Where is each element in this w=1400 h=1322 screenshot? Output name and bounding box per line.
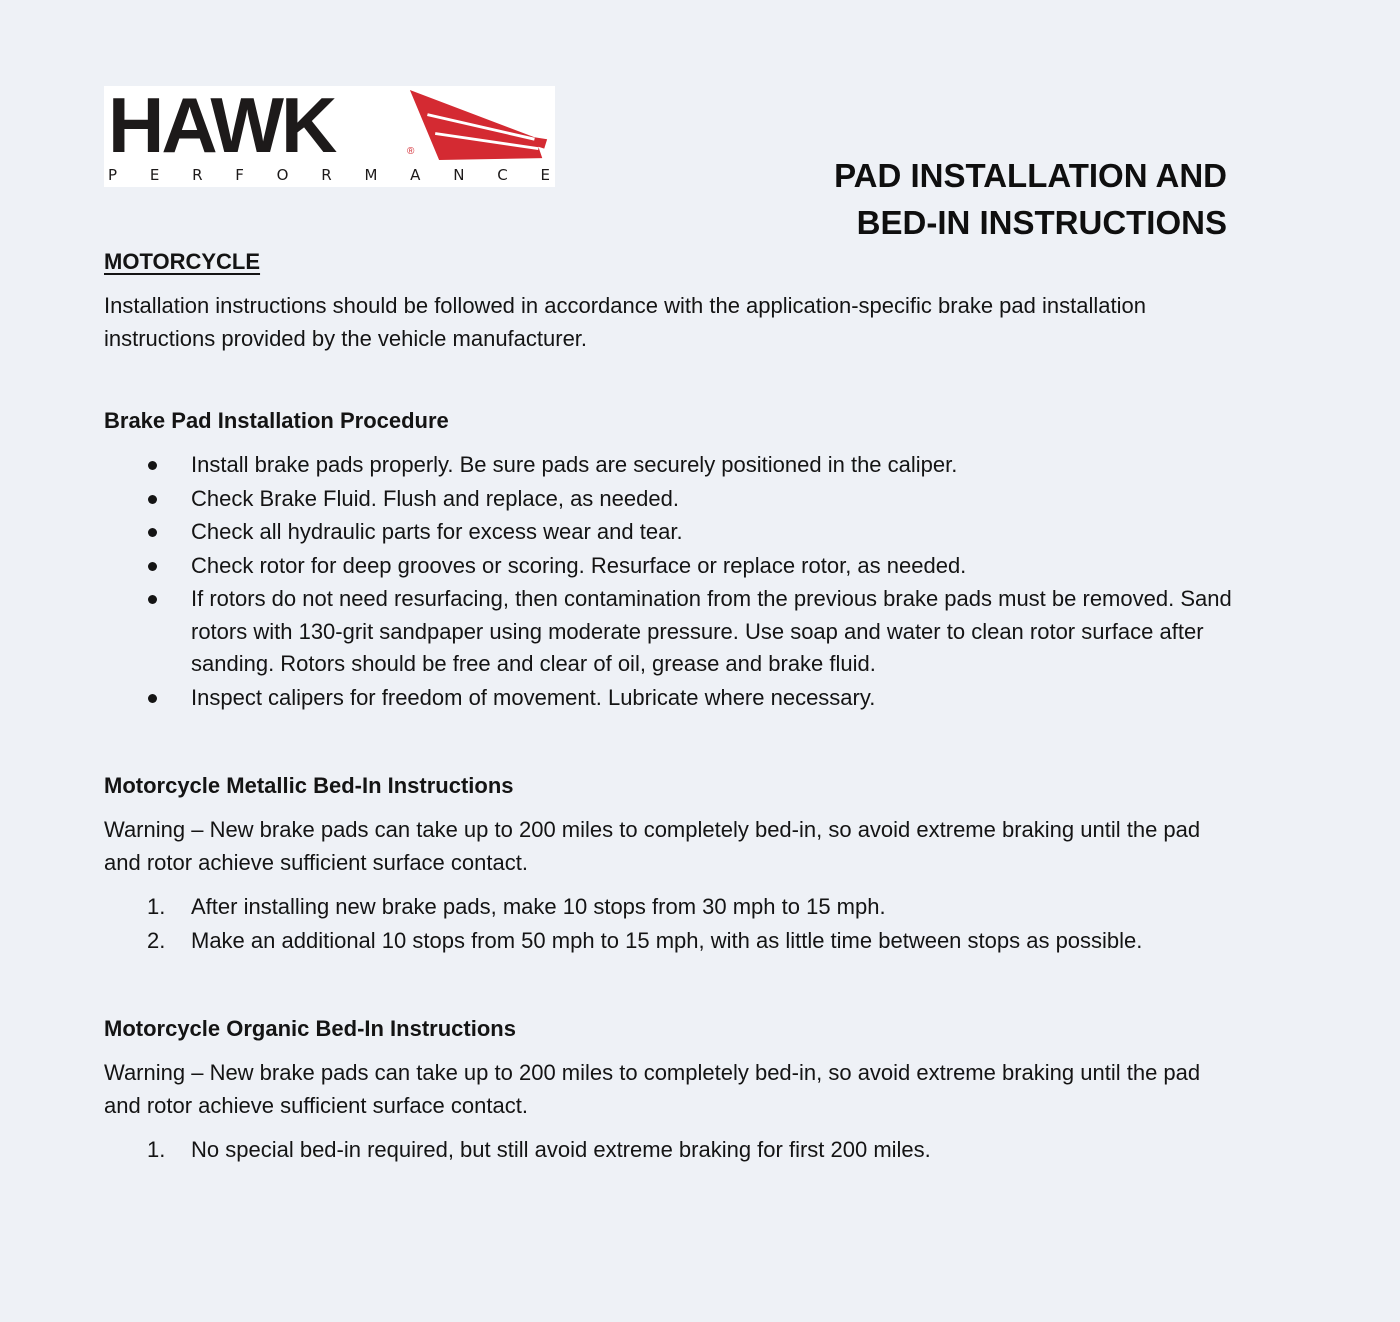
tagline-letter: M	[364, 166, 378, 184]
bullet-icon	[148, 694, 157, 703]
bullet-icon	[148, 528, 157, 537]
step-text: Make an additional 10 stops from 50 mph to 15 mph, with as little time between stops as possible.	[191, 927, 1143, 953]
step-number: 2.	[147, 927, 166, 953]
list-item	[104, 550, 1234, 583]
metallic-warning: Warning – New brake pads can take up to 200 miles to completely bed-in, so avoid extreme braking until the pad and rotor achieve sufficient surface contact.	[104, 817, 1201, 875]
organic-heading: Motorcycle Organic Bed-In Instructions	[104, 1016, 516, 1041]
list-item-text: Check Brake Fluid. Flush and replace, as needed.	[191, 485, 679, 511]
tagline-letter: R	[321, 166, 332, 184]
tagline-letter: E	[540, 166, 550, 184]
list-item-text: Inspect calipers for freedom of movement. Lubricate where necessary.	[191, 684, 876, 710]
metallic-bed-in-section	[104, 770, 1234, 957]
registered-mark: ®	[407, 146, 415, 157]
tagline-letter: P	[108, 166, 118, 184]
list-item-text: Check all hydraulic parts for excess wear and tear.	[191, 519, 683, 544]
document-title	[834, 152, 1227, 246]
organic-steps	[104, 1134, 1234, 1167]
installation-section	[104, 405, 1234, 714]
list-item-text: If rotors do not need resurfacing, then contamination from the previous brake pads must be removed. Sand rotors with 130-grit sandpaper using moderate pressure. Use soap and water to clean rotor surface after sanding. Rotors should be free and clear of oil, grease and brake fluid.	[191, 586, 1232, 676]
organic-warning: Warning – New brake pads can take up to 200 miles to completely bed-in, so avoid extreme braking until the pad and rotor achieve sufficient surface contact.	[104, 1060, 1201, 1118]
bullet-icon	[148, 562, 157, 571]
list-item	[104, 682, 1234, 715]
metallic-heading: Motorcycle Metallic Bed-In Instructions	[104, 773, 514, 798]
list-item	[104, 516, 1234, 549]
tagline-letter: F	[235, 166, 244, 184]
step-number: 1.	[147, 894, 166, 919]
step-item	[104, 891, 1234, 924]
step-text: After installing new brake pads, make 10 stops from 30 mph to 15 mph.	[191, 894, 886, 919]
hawk-wing-icon	[406, 90, 552, 160]
installation-list	[104, 449, 1234, 714]
bullet-icon	[148, 461, 157, 470]
hawk-performance-logo	[104, 86, 555, 187]
installation-heading: Brake Pad Installation Procedure	[104, 408, 449, 433]
metallic-steps	[104, 891, 1234, 957]
bullet-icon	[148, 495, 157, 504]
logo-brand-text: HAWK	[108, 88, 335, 162]
list-item-text: Check rotor for deep grooves or scoring. Resurface or replace rotor, as needed.	[191, 552, 967, 578]
list-item	[104, 449, 1234, 482]
document-body	[104, 246, 1234, 1168]
organic-bed-in-section	[104, 1013, 1234, 1167]
step-text: No special bed-in required, but still avoid extreme braking for first 200 miles.	[191, 1137, 931, 1162]
tagline-letter: O	[276, 166, 289, 184]
tagline-letter: E	[149, 166, 160, 184]
list-item	[104, 483, 1234, 516]
bullet-icon	[148, 595, 157, 604]
tagline-letter: N	[453, 166, 465, 184]
step-item	[104, 1134, 1234, 1167]
tagline-letter: A	[410, 166, 421, 184]
category-heading: MOTORCYCLE	[104, 249, 261, 274]
title-line-1: PAD INSTALLATION AND	[834, 157, 1227, 194]
step-number: 1.	[147, 1137, 166, 1162]
list-item-text: Install brake pads properly. Be sure pads are securely positioned in the caliper.	[191, 452, 958, 477]
tagline-letter: C	[497, 166, 508, 184]
step-item	[104, 925, 1234, 958]
tagline-letter: R	[192, 166, 203, 184]
list-item	[104, 583, 1234, 681]
title-line-2: BED-IN INSTRUCTIONS	[856, 204, 1227, 241]
logo-tagline	[108, 166, 550, 184]
intro-paragraph: Installation instructions should be followed in accordance with the application-specific brake pad installation instructions provided by the vehicle manufacturer.	[104, 293, 1146, 351]
